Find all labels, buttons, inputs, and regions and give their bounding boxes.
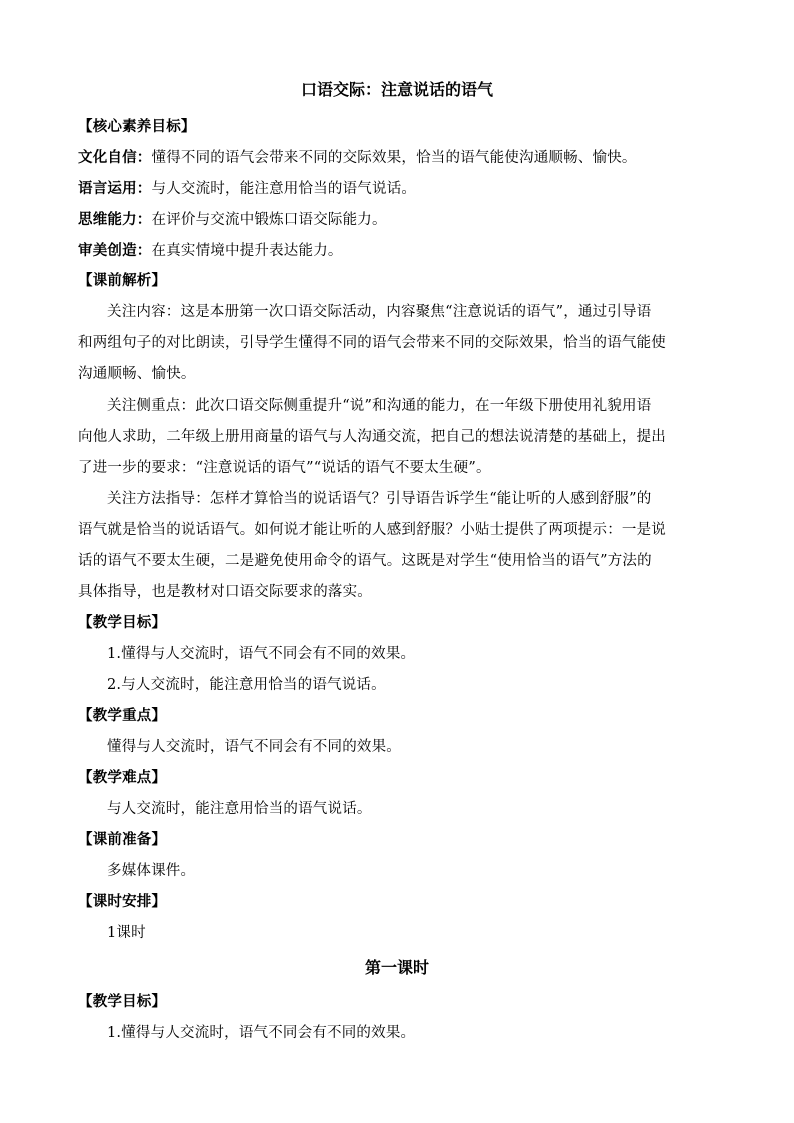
lesson-goal-item: 1.懂得与人交流时，语气不同会有不同的效果。 (107, 1025, 416, 1041)
analysis-line: 和两组句子的对比朗读，引导学生懂得不同的语气会带来不同的交际效果，恰当的语气能使 (78, 335, 666, 351)
heading-core-goals: 【核心素养目标】 (78, 118, 196, 135)
heading-analysis: 【课前解析】 (78, 272, 167, 289)
core-item-aesthetic (78, 241, 718, 261)
core-text: 在评价与交流中锻炼口语交际能力。 (151, 212, 387, 228)
heading-schedule: 【课时安排】 (78, 893, 167, 910)
analysis-line: 具体指导，也是教材对口语交际要求的落实。 (78, 584, 372, 600)
goal-item: 1.懂得与人交流时，语气不同会有不同的效果。 (107, 646, 416, 662)
core-label: 语言运用： (78, 180, 152, 197)
core-item-culture (78, 148, 718, 168)
key-point: 懂得与人交流时，语气不同会有不同的效果。 (107, 739, 401, 755)
heading-teaching-goals: 【教学目标】 (78, 614, 167, 631)
heading-lesson-goals: 【教学目标】 (78, 993, 167, 1010)
schedule: 1课时 (107, 925, 146, 941)
goal-item: 2.与人交流时，能注意用恰当的语气说话。 (107, 677, 386, 693)
core-text: 懂得不同的语气会带来不同的交际效果，恰当的语气能使沟通顺畅、愉快。 (151, 150, 637, 166)
analysis-line: 话的语气不要太生硬，二是避免使用命令的语气。这既是对学生“使用恰当的语气”方法的 (78, 553, 652, 569)
heading-preparation: 【课前准备】 (78, 831, 167, 848)
core-label: 审美创造： (78, 242, 152, 259)
difficulty: 与人交流时，能注意用恰当的语气说话。 (107, 801, 372, 817)
analysis-line: 语气就是恰当的说话语气。如何说才能让听的人感到舒服？小贴士提供了两项提示：一是说 (78, 522, 666, 538)
lesson-title: 第一课时 (364, 958, 429, 977)
core-text: 与人交流时，能注意用恰当的语气说话。 (151, 181, 417, 197)
analysis-line: 关注内容：这是本册第一次口语交际活动，内容聚焦“注意说话的语气”，通过引导语 (107, 304, 652, 320)
analysis-line: 关注方法指导：怎样才算恰当的说话语气？引导语告诉学生“能让听的人感到舒服”的 (107, 491, 652, 507)
core-label: 思维能力： (78, 211, 152, 228)
heading-difficulties: 【教学难点】 (78, 769, 167, 786)
core-text: 在真实情境中提升表达能力。 (151, 243, 343, 259)
preparation: 多媒体课件。 (107, 863, 196, 879)
analysis-line: 向他人求助，二年级上册用商量的语气与人沟通交流，把自己的想法说清楚的基础上，提出 (78, 429, 666, 445)
core-item-thinking (78, 210, 718, 230)
analysis-line: 沟通顺畅、愉快。 (78, 366, 196, 382)
core-item-language (78, 179, 718, 199)
core-label: 文化自信： (78, 149, 152, 166)
page-title: 口语交际：注意说话的语气 (300, 80, 493, 99)
heading-key-points: 【教学重点】 (78, 707, 167, 724)
analysis-line: 关注侧重点：此次口语交际侧重提升“说”和沟通的能力，在一年级下册使用礼貌用语 (107, 398, 652, 414)
analysis-line: 了进一步的要求：“注意说话的语气”“说话的语气不要太生硬”。 (78, 460, 491, 476)
